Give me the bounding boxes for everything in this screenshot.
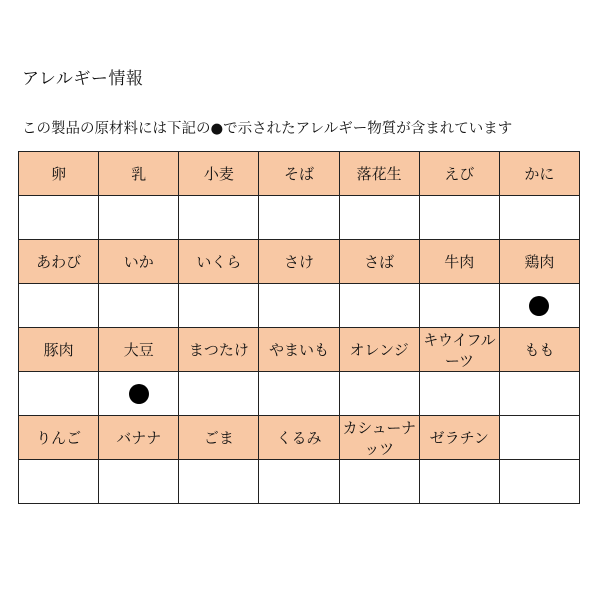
allergen-label: ごま [179,416,259,460]
allergen-label: 卵 [19,152,99,196]
allergen-mark-row [19,460,580,504]
allergen-label: さば [339,240,419,284]
allergen-label: 鶏肉 [499,240,579,284]
empty-cell [499,416,579,460]
allergen-label: まつたけ [179,328,259,372]
allergen-label: 牛肉 [419,240,499,284]
allergen-label: バナナ [99,416,179,460]
allergen-mark-row [19,284,580,328]
allergen-mark-cell [19,460,99,504]
allergen-label: もも [499,328,579,372]
allergen-mark-cell [419,284,499,328]
allergen-mark-cell [179,460,259,504]
contained-dot-icon [529,296,549,316]
allergen-label: 大豆 [99,328,179,372]
allergen-label: えび [419,152,499,196]
allergen-mark-cell [419,196,499,240]
allergen-label: いくら [179,240,259,284]
allergen-label: いか [99,240,179,284]
allergen-notice: この製品の原材料には下記の●で示されたアレルギー物質が含まれています [22,121,513,137]
allergen-mark-cell [499,372,579,416]
allergen-mark-cell [499,460,579,504]
allergen-label: 乳 [99,152,179,196]
allergen-label: 豚肉 [19,328,99,372]
allergen-table [18,151,580,504]
allergen-mark-cell [259,372,339,416]
allergen-mark-cell [259,284,339,328]
allergen-mark-cell [19,284,99,328]
allergen-mark-cell [339,372,419,416]
allergen-mark-cell [179,196,259,240]
allergen-label: そば [259,152,339,196]
allergen-mark-cell [19,372,99,416]
allergen-mark-cell [499,284,579,328]
allergen-label-row [19,416,580,460]
allergen-mark-cell [99,460,179,504]
page-title: アレルギー情報 [22,69,144,89]
allergen-label-row [19,328,580,372]
allergen-label: 小麦 [179,152,259,196]
allergen-label: ゼラチン [419,416,499,460]
allergen-label: りんご [19,416,99,460]
allergen-mark-cell [339,284,419,328]
allergen-mark-cell [339,460,419,504]
allergen-label-row [19,240,580,284]
allergen-mark-cell [99,372,179,416]
allergen-mark-cell [19,196,99,240]
allergen-label: オレンジ [339,328,419,372]
allergen-label: 落花生 [339,152,419,196]
allergen-label: あわび [19,240,99,284]
allergen-mark-cell [99,196,179,240]
allergen-mark-cell [339,196,419,240]
allergen-label-row [19,152,580,196]
allergen-mark-cell [259,196,339,240]
allergen-mark-cell [499,196,579,240]
allergen-label: くるみ [259,416,339,460]
allergen-label: さけ [259,240,339,284]
contained-dot-icon [129,384,149,404]
allergen-label: かに [499,152,579,196]
allergen-mark-cell [259,460,339,504]
allergen-mark-cell [99,284,179,328]
allergen-label: やまいも [259,328,339,372]
allergen-mark-row [19,196,580,240]
allergen-label: カシューナッツ [339,416,419,460]
allergen-mark-cell [419,460,499,504]
allergen-mark-cell [179,372,259,416]
allergen-mark-cell [419,372,499,416]
allergen-label: キウイフルーツ [419,328,499,372]
allergen-mark-row [19,372,580,416]
allergen-mark-cell [179,284,259,328]
